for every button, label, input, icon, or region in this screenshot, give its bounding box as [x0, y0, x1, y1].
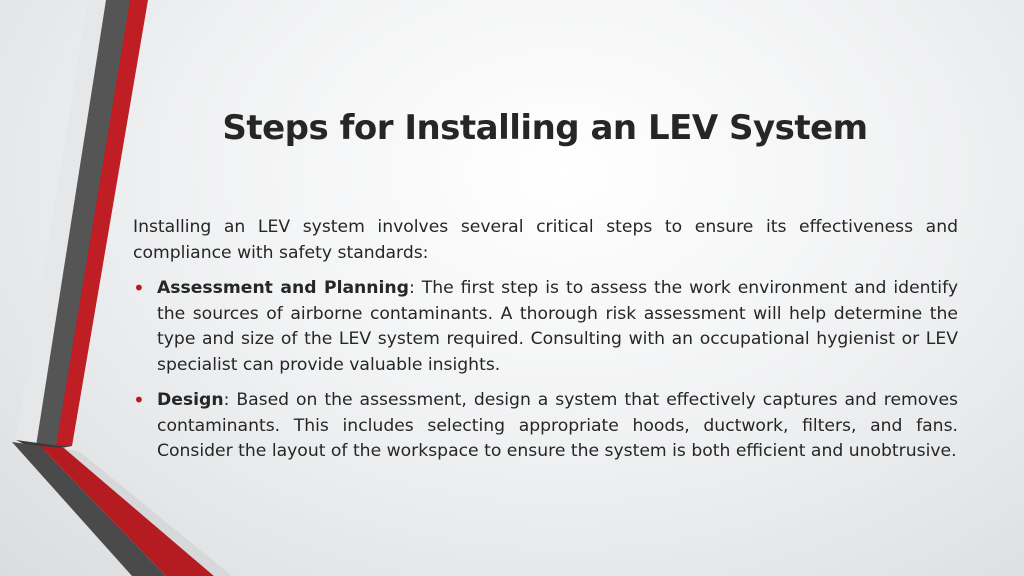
bullet-term: Design: [157, 390, 224, 410]
bullet-text: : The first step is to assess the work environment and identify the sources of airborne contaminants. A thorough risk assessment will help determine the type and size of the LEV system required. Consulting with an occupational hygienist or LEV specialist can provide valuable insights.: [157, 278, 958, 375]
bullet-text: : Based on the assessment, design a system that effectively captures and removes contaminants. This includes selecting appropriate hoods, ductwork, filters, and fans. Consider the layout of the workspace to ensure the system is both efficient and unobtrusive.: [157, 390, 958, 461]
bullet-icon: •: [133, 388, 145, 412]
intro-paragraph: Installing an LEV system involves several critical steps to ensure its effectiveness and compliance with safety standards:: [133, 217, 958, 263]
bullet-item-design: [133, 388, 958, 465]
bullet-icon: •: [133, 276, 145, 300]
bullet-term: Assessment and Planning: [157, 278, 409, 298]
slide-body: [133, 215, 958, 475]
slide-title: Steps for Installing an LEV System: [222, 108, 868, 148]
bullet-item-assessment: [133, 276, 958, 378]
